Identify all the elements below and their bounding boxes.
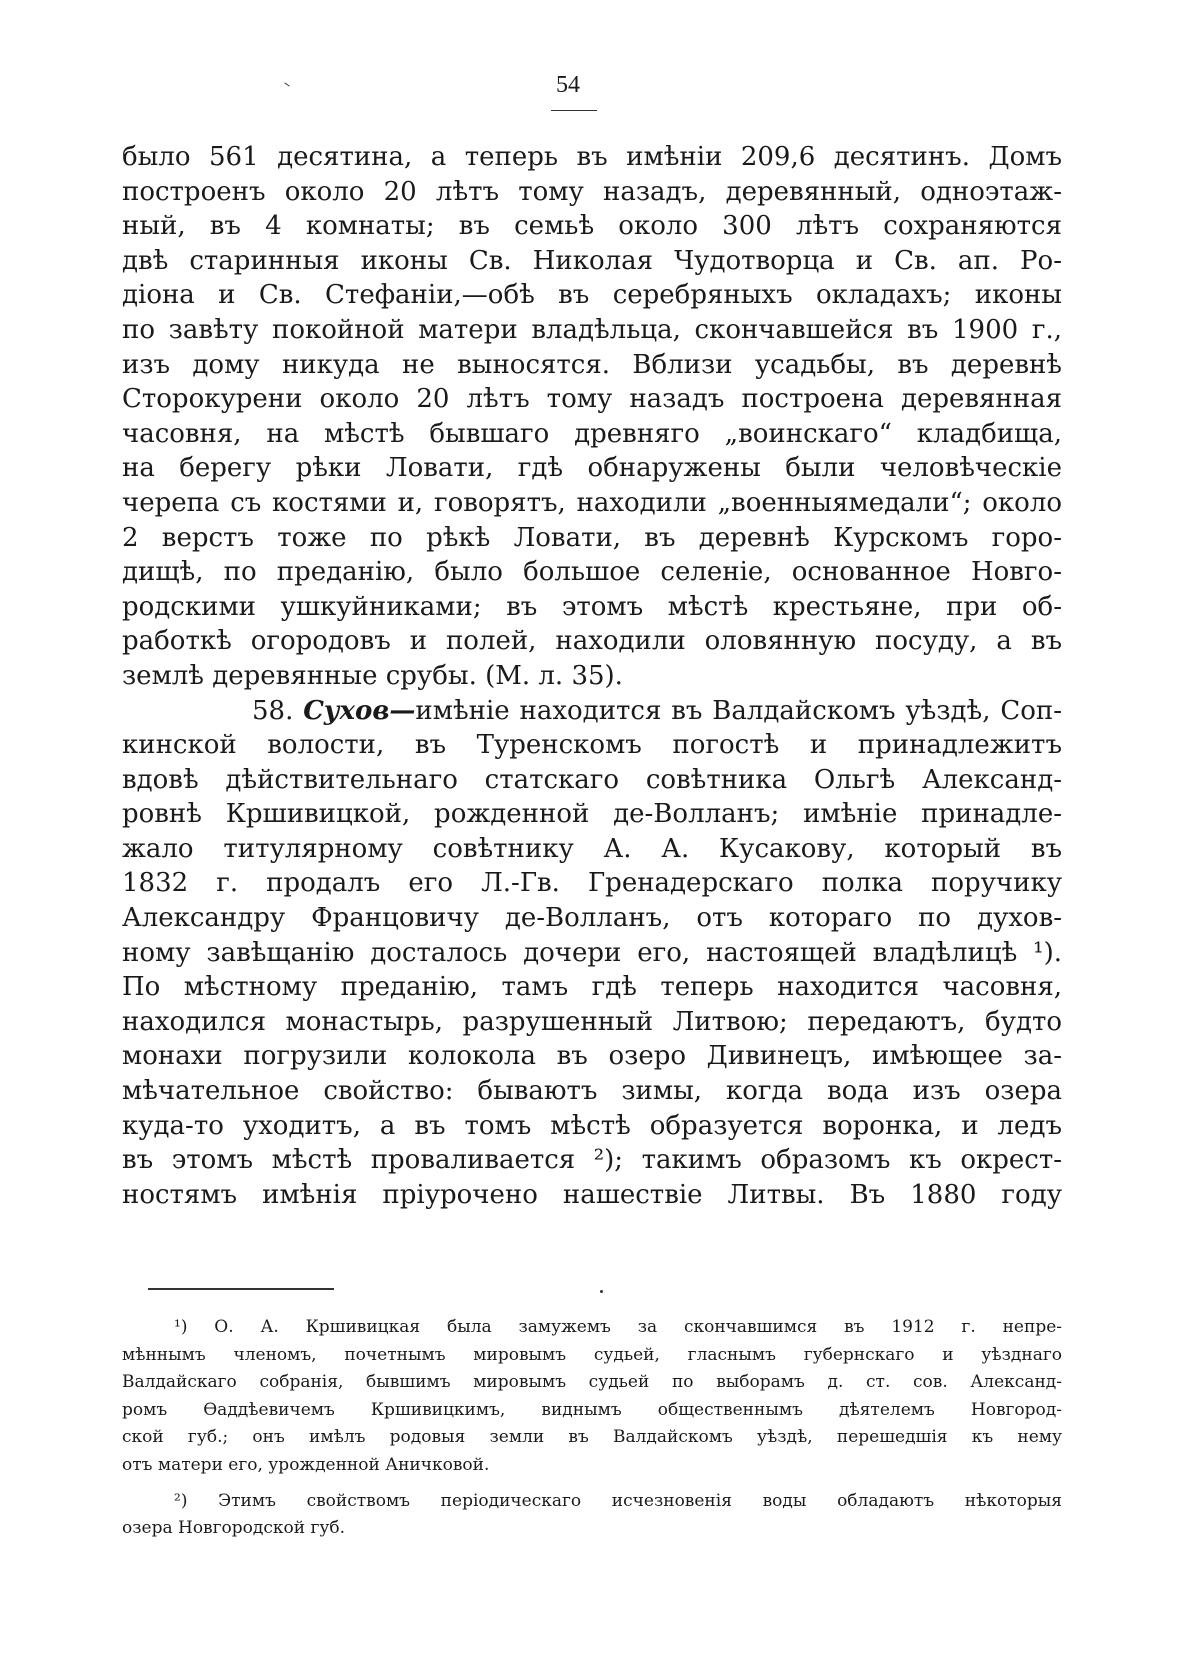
footnote-separator [148, 1288, 334, 1290]
text-line: было 561 десятина, а теперь въ имѣніи 209,6 десятинъ. Домъ [122, 142, 1062, 172]
text-line: ный, въ 4 комнаты; въ семьѣ около 300 лѣтъ сохраняются [122, 211, 1062, 242]
footnote-1-line: отъ матери его, урожденной Аничковой. [122, 1454, 490, 1475]
text-line: жало титулярному совѣтнику А. А. Кусакову, который въ [122, 833, 1062, 864]
text-line: куда-то уходитъ, а въ томъ мѣстѣ образуется воронка, и ледъ [122, 1110, 1062, 1141]
text-line: монахи погрузили колокола въ озеро Дивинецъ, имѣющее за- [122, 1041, 1062, 1072]
page-number-rule [551, 110, 597, 111]
entry-58-first-line [122, 694, 1062, 729]
text-line: двѣ старинныя иконы Св. Николая Чудотворца и Св. ап. Ро- [122, 245, 1062, 276]
entry-first-line-text: имѣніе находится въ Валдайскомъ уѣздѣ, Соп- [415, 695, 1063, 726]
text-line: дищѣ, по преданію, было большое селеніе, основанное Новго- [122, 557, 1062, 588]
text-line: кинской волости, въ Туренскомъ погостѣ и принадлежитъ [122, 730, 1062, 761]
text-line: по завѣту покойной матери владѣльца, скончавшейся въ 1900 г., [122, 314, 1062, 345]
page-number: 54 [556, 72, 580, 98]
text-line: діона и Св. Стефаніи,—обѣ въ серебряныхъ окладахъ; иконы [122, 280, 1062, 311]
text-line: на берегу рѣки Ловати, гдѣ обнаружены были человѣческіе [122, 453, 1062, 484]
footnote-1-text: ¹) О. А. Кршивицкая была замужемъ за скончавшимся въ 1912 г. непре- [174, 1317, 1062, 1337]
text-line: часовня, на мѣстѣ бывшаго древняго „воинскаго“ кладбища, [122, 418, 1062, 449]
footnote-1-line: мѣннымъ членомъ, почетнымъ мировымъ судьей, гласнымъ губернскаго и уѣзднаго [122, 1344, 1062, 1365]
footnote-2-line [122, 1488, 1062, 1516]
text-line: землѣ деревянные срубы. (М. л. 35). [122, 660, 623, 691]
footnote-1-line: ской губ.; онъ имѣлъ родовыя земли въ Валдайскомъ уѣздѣ, перешедшія къ нему [122, 1427, 1062, 1448]
text-line: 2 верстъ тоже по рѣкѣ Ловати, въ деревнѣ Курскомъ горо- [122, 522, 1062, 553]
scan-mark [600, 1290, 603, 1293]
text-line: мѣчательное свойство: бываютъ зимы, когда вода изъ озера [122, 1076, 1062, 1107]
text-line: родскими ушкуйниками; въ этомъ мѣстѣ крестьяне, при об- [122, 591, 1062, 622]
text-line: построенъ около 20 лѣтъ тому назадъ, деревянный, одноэтаж- [122, 176, 1062, 207]
text-line: По мѣстному преданію, тамъ гдѣ теперь находится часовня, [122, 972, 1062, 1003]
text-line: вдовѣ дѣйствительнаго статскаго совѣтника Ольгѣ Александ- [122, 764, 1062, 795]
text-line: Александру Францовичу де-Волланъ, отъ котораго по духов- [122, 903, 1062, 934]
text-line: работкѣ огородовъ и полей, находили оловянную посуду, а въ [122, 626, 1062, 657]
text-line: изъ дому никуда не выносятся. Вблизи усадьбы, въ деревнѣ [122, 349, 1062, 380]
footnote-2-text: ²) Этимъ свойствомъ періодическаго исчезновенія воды обладаютъ нѣкоторыя [174, 1490, 1062, 1511]
text-line: ному завѣщанію досталось дочери его, настоящей владѣлицѣ ¹). [122, 937, 1062, 968]
text-line: ровнѣ Кршивицкой, рожденной де-Волланъ; имѣніе принадле- [122, 799, 1062, 830]
footnote-1-line [122, 1314, 1062, 1342]
footnotes [122, 1314, 1062, 1543]
text-line: черепа съ костями и, говорятъ, находили „военныямедали“; около [122, 487, 1062, 518]
body-text [122, 140, 1062, 1212]
text-line: въ этомъ мѣстѣ проваливается ²); такимъ образомъ къ окрест- [122, 1145, 1062, 1176]
text-line: находился монастырь, разрушенный Литвою; передаютъ, будто [122, 1006, 1062, 1037]
text-line: Сторокурени около 20 лѣтъ тому назадъ построена деревянная [122, 384, 1062, 415]
scan-mark [284, 82, 289, 86]
text-line: ностямъ имѣнія пріурочено нашествіе Литвы. Въ 1880 году [122, 1179, 1062, 1210]
footnote-1-line: ромъ Өаддѣевичемъ Кршивицкимъ, виднымъ общественнымъ дѣятелемъ Новгород- [122, 1399, 1062, 1420]
entry-number: 58. [252, 695, 294, 726]
footnote-1-line: Валдайскаго собранія, бывшимъ мировымъ судьей по выборамъ д. ст. сов. Александ- [122, 1372, 1062, 1393]
estate-name: Сухов— [303, 695, 416, 726]
text-line: 1832 г. продалъ его Л.-Гв. Гренадерскаго полка поручику [122, 868, 1062, 899]
footnote-2-line: озера Новгородской губ. [122, 1518, 346, 1539]
